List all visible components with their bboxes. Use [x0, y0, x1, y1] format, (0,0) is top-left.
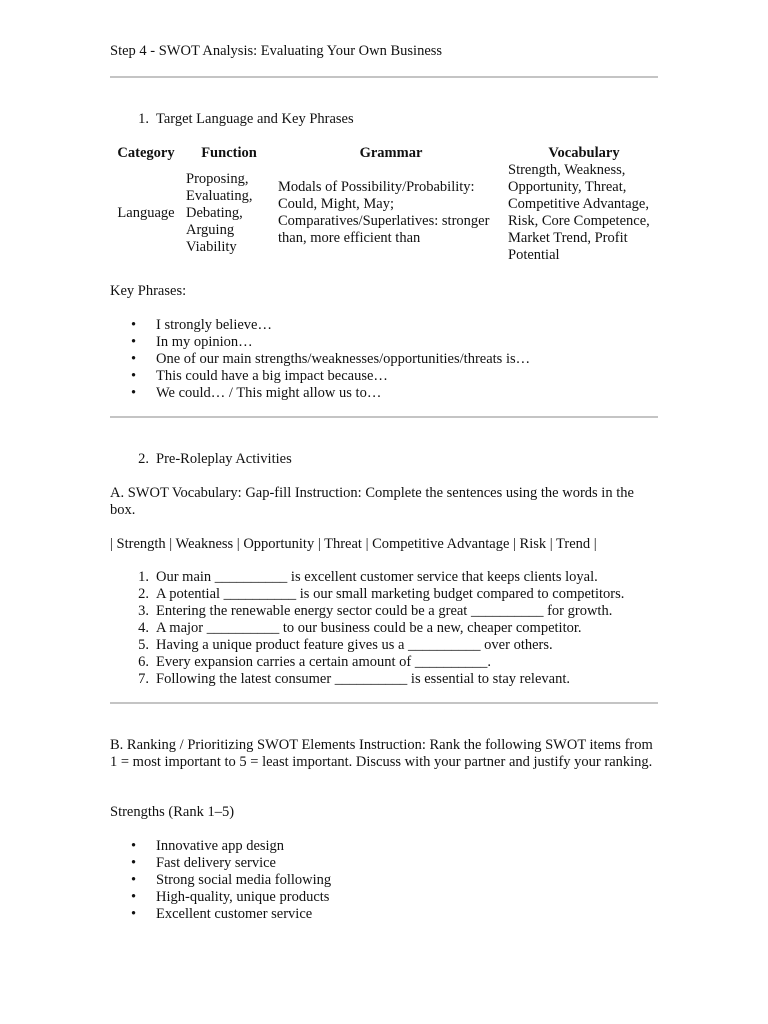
divider	[110, 76, 658, 78]
list-item: • One of our main strengths/weaknesses/opportunities/threats is…	[131, 351, 531, 367]
section-1-number: 1.	[138, 111, 149, 127]
list-item: • I strongly believe…	[131, 317, 272, 333]
list-item: 5. Having a unique product feature gives us a __________ over others.	[138, 637, 553, 653]
list-item: • Fast delivery service	[131, 855, 276, 871]
list-item: • Innovative app design	[131, 838, 285, 854]
key-phrases-label: Key Phrases:	[110, 283, 187, 299]
part-b-instruction: B. Ranking / Prioritizing SWOT Elements Instruction: Rank the following SWOT items from 1 = most important to 5 = least important. Discuss with your partner and justify your ranking.	[110, 737, 653, 770]
strengths-list	[110, 838, 658, 923]
gap-fill-list	[110, 569, 658, 688]
list-item: 3. Entering the renewable energy sector could be a great __________ for growth.	[138, 603, 613, 619]
part-a-instruction: A. SWOT Vocabulary: Gap-fill Instruction: Complete the sentences using the words in the box.	[110, 485, 634, 518]
bullet-icon: •	[131, 838, 137, 854]
list-item: • This could have a big impact because…	[131, 368, 388, 384]
target-language-table	[110, 144, 662, 264]
list-item: • Excellent customer service	[131, 906, 313, 922]
table-row	[110, 162, 662, 264]
list-item: 7. Following the latest consumer __________ is essential to stay relevant.	[138, 671, 570, 687]
cell-vocabulary: Strength, Weakness, Opportunity, Threat, Competitive Advantage, Risk, Core Competence, Market Trend, Profit Potential	[508, 162, 650, 263]
bullet-icon: •	[131, 385, 137, 401]
word-box: | Strength | Weakness | Opportunity | Threat | Competitive Advantage | Risk | Trend |	[110, 536, 597, 552]
bullet-icon: •	[131, 317, 137, 333]
section-2-title: Pre-Roleplay Activities	[156, 451, 292, 467]
list-item: 6. Every expansion carries a certain amount of __________.	[138, 654, 492, 670]
list-item: 4. A major __________ to our business could be a new, cheaper competitor.	[138, 620, 582, 636]
bullet-icon: •	[131, 351, 137, 367]
header-grammar: Grammar	[359, 144, 423, 161]
list-item: • In my opinion…	[131, 334, 253, 350]
list-item: 1. Our main __________ is excellent customer service that keeps clients loyal.	[138, 569, 598, 585]
divider	[110, 702, 658, 704]
header-vocabulary: Vocabulary	[548, 144, 620, 161]
list-item: • High-quality, unique products	[131, 889, 330, 905]
cell-grammar: Modals of Possibility/Probability: Could, Might, May; Comparatives/Superlatives: stronger than, more efficient than	[278, 179, 490, 246]
bullet-icon: •	[131, 334, 137, 350]
table-header-row	[110, 144, 662, 162]
divider	[110, 416, 658, 418]
bullet-icon: •	[131, 889, 137, 905]
section-1-title: Target Language and Key Phrases	[156, 111, 354, 127]
key-phrases-list	[110, 317, 658, 402]
header-function: Function	[201, 144, 257, 161]
bullet-icon: •	[131, 855, 137, 871]
list-item: 2. A potential __________ is our small marketing budget compared to competitors.	[138, 586, 625, 602]
header-category: Category	[117, 144, 175, 161]
list-item: • Strong social media following	[131, 872, 332, 888]
page-header-title: Step 4 - SWOT Analysis: Evaluating Your Own Business	[110, 43, 443, 59]
cell-function: Proposing, Evaluating, Debating, Arguing Viability	[186, 170, 253, 255]
strengths-label: Strengths (Rank 1–5)	[110, 804, 235, 820]
cell-category: Language	[117, 204, 175, 221]
bullet-icon: •	[131, 906, 137, 922]
bullet-icon: •	[131, 368, 137, 384]
bullet-icon: •	[131, 872, 137, 888]
list-item: • We could… / This might allow us to…	[131, 385, 382, 401]
section-2-number: 2.	[138, 451, 149, 467]
